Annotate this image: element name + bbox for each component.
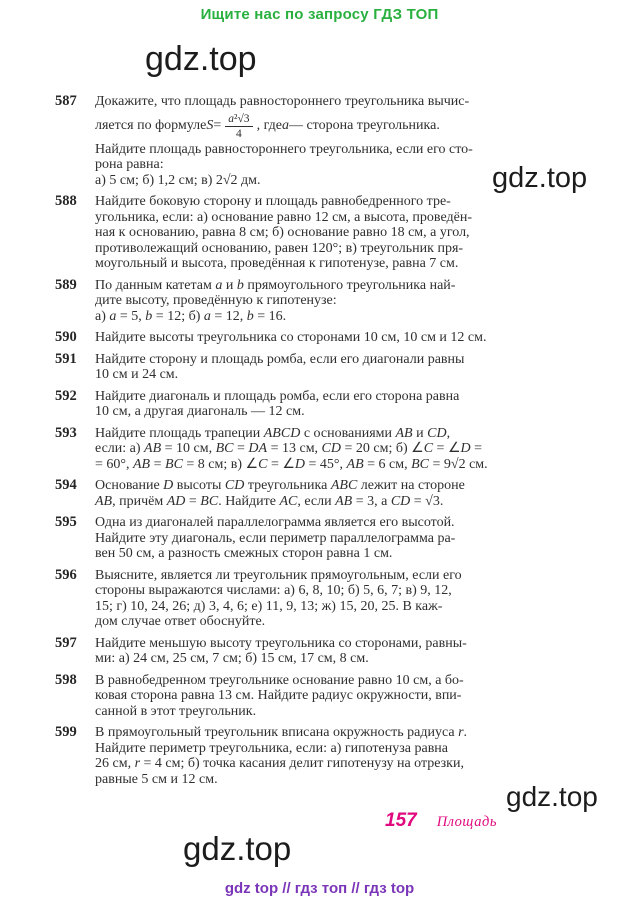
page-footer xyxy=(385,810,497,832)
problem-lines xyxy=(95,278,590,325)
problem-text-line: Найдите боковую сторону и площадь равнобедренного тре- xyxy=(95,194,451,209)
problem-text-line: ляется по формуле S = $\frac{\text{a²√3}}{4}$ , где a — сторона треугольника. xyxy=(95,112,440,140)
problem-number: 588 xyxy=(55,193,77,209)
section-title: Площадь xyxy=(436,814,497,830)
problem-text-line: противолежащий основанию, равен 120°; в) треугольник пря- xyxy=(95,240,464,256)
problem-text-line: Найдите диагональ и площадь ромба, если его сторона равна xyxy=(95,388,460,404)
problem-text-line: ми: а) 24 см, 25 см, 7 см; б) 15 см, 17 см, 8 см. xyxy=(95,651,369,666)
problem-text-line: вен 50 см, а разность смежных сторон равна 1 см. xyxy=(95,546,393,561)
problem-lines xyxy=(95,673,590,720)
problem-lines xyxy=(95,515,590,562)
problem-text-line: а) 5 см; б) 1,2 см; в) 2√2 дм. xyxy=(95,172,261,188)
problem-text-line: В равнобедренном треугольнике основание равно 10 см, а бо- xyxy=(95,672,464,688)
problem-text-line: Докажите, что площадь равностороннего треугольника вычис- xyxy=(95,94,470,109)
problem-text-line: 15; г) 10, 24, 26; д) 3, 4, 6; е) 11, 9, 13; ж) 15, 20, 25. В каж- xyxy=(95,598,443,614)
problem-lines xyxy=(95,389,590,420)
problem-text-line: Найдите высоты треугольника со сторонами 10 см, 10 см и 12 см. xyxy=(95,330,487,345)
problem-lines xyxy=(95,426,590,473)
problem-text-line: дом случае ответ обоснуйте. xyxy=(95,614,266,629)
problem-text-line: 10 см, а другая диагональ — 12 см. xyxy=(95,404,305,419)
problem-number: 593 xyxy=(55,424,77,441)
problem-lines xyxy=(95,725,590,787)
problem-text-line: По данным катетам a и b прямоугольного треугольника най- xyxy=(95,277,456,293)
problem-text-line: В прямоугольный треугольник вписана окружность радиуса r. xyxy=(95,725,468,740)
problem-text-line: ковая сторона равна 13 см. Найдите радиус окружности, впи- xyxy=(95,688,462,703)
problem-number: 599 xyxy=(55,724,77,740)
fraction: $\frac{\text{a²√3}}{4}$ xyxy=(225,113,252,140)
problem-number: 597 xyxy=(55,634,77,651)
problem-text-line: Выясните, является ли треугольник прямоугольным, если его xyxy=(95,567,462,583)
problem-lines xyxy=(95,636,590,667)
problem-lines xyxy=(95,568,590,630)
problem-row xyxy=(55,515,590,562)
problem-row xyxy=(55,725,590,787)
watermark-gdz-top: gdz.top xyxy=(145,40,257,78)
problem-row xyxy=(55,194,590,272)
problem-text-line: равные 5 см и 12 см. xyxy=(95,771,218,787)
promo-header: Ищите нас по запросу ГДЗ ТОП xyxy=(200,6,439,23)
problem-row xyxy=(55,94,590,188)
problem-lines xyxy=(95,330,590,346)
problem-text-line: Найдите эту диагональ, если периметр параллелограмма ра- xyxy=(95,530,456,546)
problem-row xyxy=(55,278,590,325)
problem-text-line: 10 см и 24 см. xyxy=(95,367,179,382)
watermark-gdz-top: gdz.top xyxy=(492,162,588,194)
problem-text-line: угольника, если: а) основание равно 12 см, а высота, проведён- xyxy=(95,209,472,225)
problem-text-line: стороны выражаются числами: а) 6, 8, 10; б) 5, 6, 7; в) 9, 12, xyxy=(95,583,452,598)
problem-text-line: Найдите меньшую высоту треугольника со сторонами, равны- xyxy=(95,635,467,651)
problem-number: 591 xyxy=(55,350,77,367)
problem-text-line: AB, причём AD = BC. Найдите AC, если AB = 3, а CD = √3. xyxy=(95,493,444,509)
problem-text-line: дите высоту, проведённую к гипотенузе: xyxy=(95,293,337,308)
problem-row xyxy=(55,426,590,473)
footer-links[interactable]: gdz top // гдз топ // гдз top xyxy=(224,880,415,897)
problem-number: 596 xyxy=(55,566,77,583)
problem-number: 592 xyxy=(55,387,77,404)
problems-list xyxy=(55,94,590,793)
problem-lines xyxy=(95,352,590,383)
problem-number: 595 xyxy=(55,514,77,530)
problem-number: 590 xyxy=(55,329,77,345)
problem-row xyxy=(55,636,590,667)
page-number: 157 xyxy=(385,810,417,831)
problem-text-line: санной в этот треугольник. xyxy=(95,703,257,719)
problem-number: 598 xyxy=(55,671,77,688)
problem-lines xyxy=(95,478,590,509)
problem-number: 587 xyxy=(55,93,77,109)
problem-text-line: если: а) AB = 10 см, BC = DA = 13 см, CD = 20 см; б) ∠C = ∠D = xyxy=(95,441,483,456)
problem-row xyxy=(55,478,590,509)
problem-lines xyxy=(95,94,590,188)
watermark-gdz-top: gdz.top xyxy=(506,781,598,812)
watermark-gdz-top: gdz.top xyxy=(183,830,292,867)
problem-number: 594 xyxy=(55,477,77,493)
problem-text-line: Найдите площадь равностороннего треугольника, если его сто- xyxy=(95,141,473,157)
problem-text-line: Найдите периметр треугольника, если: а) гипотенуза равна xyxy=(95,740,449,756)
problem-row xyxy=(55,673,590,720)
problem-text-line: ная к основанию, равна 8 см; б) основание равно 18 см, а угол, xyxy=(95,225,470,240)
problem-text-line: = 60°, AB = BC = 8 см; в) ∠C = ∠D = 45°, AB = 6 см, BC = 9√2 см. xyxy=(95,456,488,472)
problem-text-line: моугольный и высота, проведённая к гипотенузе, равна 7 см. xyxy=(95,256,459,271)
problem-text-line: Основание D высоты CD треугольника ABC лежит на стороне xyxy=(95,478,465,493)
problem-text-line: а) a = 5, b = 12; б) a = 12, b = 16. xyxy=(95,308,287,324)
problem-text-line: 26 см, r = 4 см; б) точка касания делит гипотенузу на отрезки, xyxy=(95,756,464,771)
problem-text-line: рона равна: xyxy=(95,157,164,172)
problem-text-line: Найдите площадь трапеции ABCD с основаниями AB и CD, xyxy=(95,425,451,441)
problem-text-line: Одна из диагоналей параллелограмма является его высотой. xyxy=(95,515,455,530)
problem-row xyxy=(55,389,590,420)
problem-row xyxy=(55,352,590,383)
problem-lines xyxy=(95,194,590,272)
problem-text-line: Найдите сторону и площадь ромба, если его диагонали равны xyxy=(95,351,465,367)
problem-number: 589 xyxy=(55,276,77,293)
problem-row xyxy=(55,330,590,346)
problem-row xyxy=(55,568,590,630)
